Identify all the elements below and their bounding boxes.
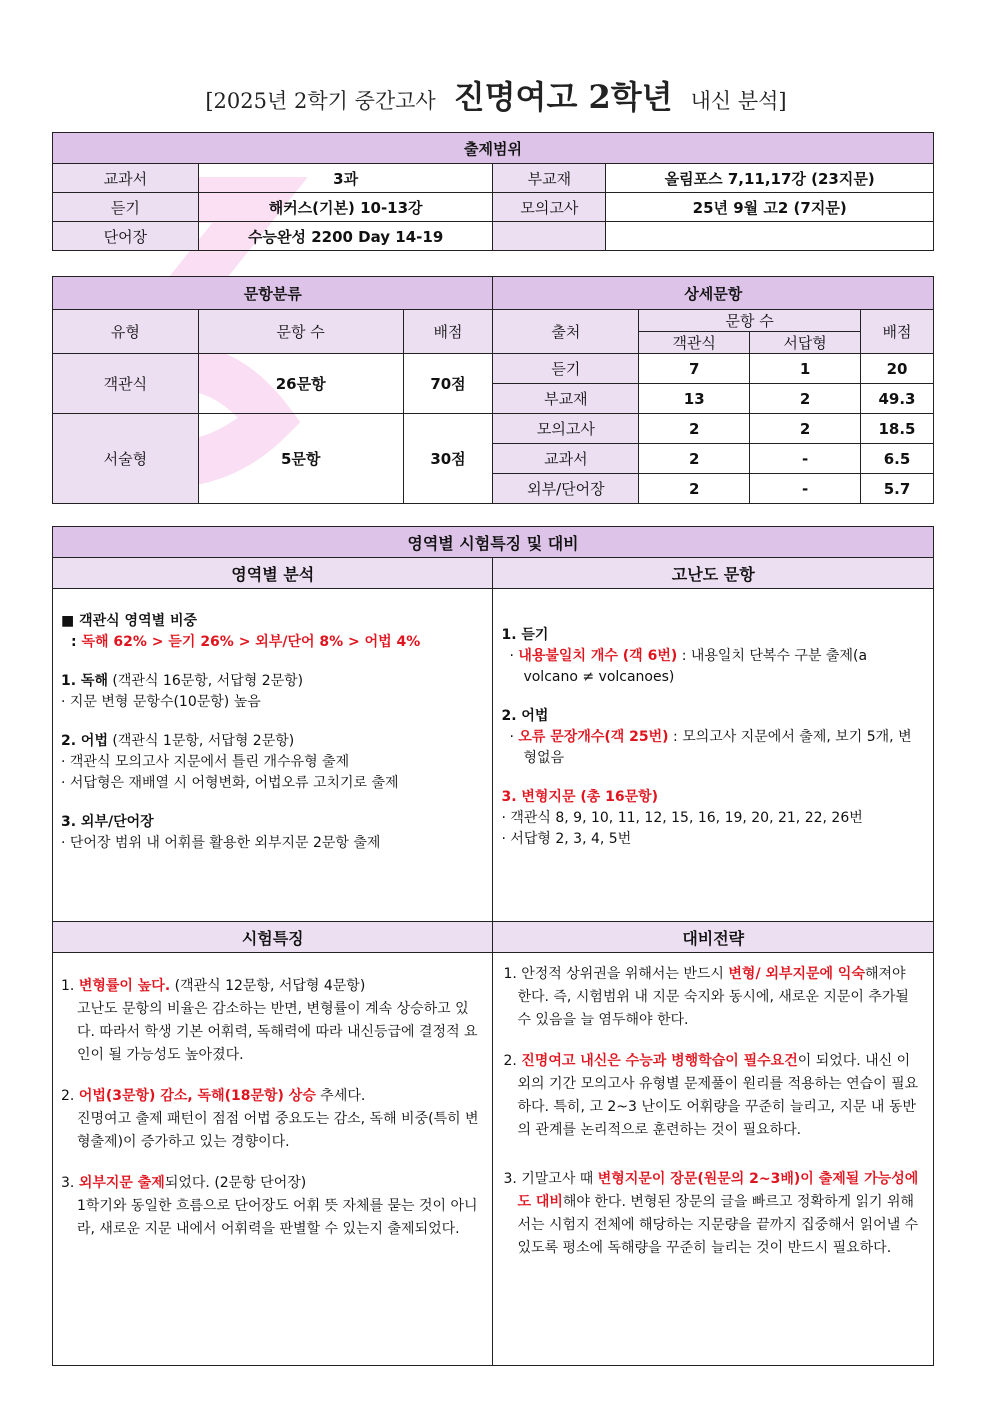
item-number: 3.	[61, 1175, 79, 1191]
type-cell: 서술형	[53, 414, 199, 504]
detail-score-cell: 6.5	[861, 444, 934, 474]
body-text: 해야 한다. 변형된 장문의 글을 빠르고 정확하게 읽기 위해서는 시험지 전체에 해당하는 지문량을 끝까지 집중해서 읽어낼 수 있도록 평소에 독해량을 꾸준히 늘리는 것이 반드시 필요하다.	[517, 1194, 919, 1256]
scope-label: 모의고사	[493, 193, 606, 222]
hard-questions: 1. 듣기 · 내용불일치 개수 (객 6번) : 내용일치 단복수 구분 출제(a volcano ≠ volcanoes) 2. 어법 · 오류 문장개수(객 25번) : 모의고사 지문에서 출제, 보기 5개, 변형없음 3. 변형지문 (총 16문항) · 객관식 8, 9, 10, 11, 12, 15, 16, 19, 20, 21, 22, 26번 · 서답형 2, 3, 4, 5번	[493, 589, 934, 922]
body-text: 추세다.	[315, 1088, 366, 1104]
highlight-text: 어법(3문항) 감소, 독해(18문항) 상승	[78, 1088, 316, 1104]
score-cell: 30점	[403, 414, 493, 504]
highlight-text: 변형/ 외부지문에 익숙	[728, 966, 865, 982]
body-text: : 모의고사 지문에서 출제, 보기 5개, 변형없음	[523, 729, 912, 766]
area-analysis	[53, 589, 493, 922]
col-count: 문항 수	[198, 310, 403, 354]
highlight-text: 내용불일치 개수 (객 6번)	[518, 648, 678, 664]
sub-cell: -	[750, 474, 861, 504]
scope-row	[53, 193, 934, 222]
scope-label: 단어장	[53, 222, 199, 251]
highlight-text: 변형지문이 장문(원문의 2~3배)이 출제될 가능성에도 대비	[517, 1171, 919, 1210]
scope-value: 해커스(기본) 10-13강	[198, 193, 493, 222]
col-score: 배점	[403, 310, 493, 354]
scope-header: 출제범위	[53, 133, 934, 164]
scope-row	[53, 164, 934, 193]
body-text: 3. 기말고사 때	[503, 1171, 598, 1187]
col-detail-count: 문항 수	[639, 310, 861, 332]
col-subjective: 서답형	[750, 332, 861, 354]
section-title: 2. 어법	[501, 708, 549, 724]
ratio-title: ■ 객관식 영역별 비중	[61, 613, 198, 629]
scope-value: 올림포스 7,11,17강 (23지문)	[606, 164, 934, 193]
detail-score-cell: 18.5	[861, 414, 934, 444]
count-cell: 5문항	[198, 414, 403, 504]
obj-cell: 2	[639, 444, 750, 474]
section-title: 1. 듣기	[501, 627, 549, 643]
count-cell: 26문항	[198, 354, 403, 414]
ratio-value: 독해 62% > 듣기 26% > 외부/단어 8% > 어법 4%	[81, 634, 421, 650]
body-text: 이 되었다. 내신 이외의 기간 모의고사 유형별 문제풀이 원리를 적용하는 연습이 필요하다. 특히, 고 2~3 난이도 어휘량을 꾸준히 늘리고, 지문 내 동반의 관계를 논리적으로 훈련하는 것이 필요하다.	[517, 1053, 919, 1138]
col-source: 출처	[493, 310, 639, 354]
body-text: (객관식 12문항, 서답형 4문항)	[170, 978, 366, 994]
paragraph: 진명여고 출제 패턴이 점점 어법 중요도는 감소, 독해 비중(특히 변형출제)이 증가하고 있는 경향이다.	[77, 1111, 479, 1150]
item-number: 1.	[61, 978, 79, 994]
obj-cell: 2	[639, 474, 750, 504]
area-header: 영역별 분석	[53, 558, 493, 589]
source-cell: 외부/단어장	[493, 474, 639, 504]
body-text: 2.	[503, 1053, 522, 1069]
highlight-text: 외부지문 출제	[78, 1175, 165, 1191]
section-title: 3. 변형지문 (총 16문항)	[501, 789, 659, 805]
bullet-item: · 단어장 범위 내 어휘를 활용한 외부지문 2문항 출제	[61, 835, 381, 851]
scope-label: 교과서	[53, 164, 199, 193]
scope-row	[53, 222, 934, 251]
section-note: (객관식 16문항, 서답형 2문항)	[107, 673, 304, 689]
detail-score-cell: 5.7	[861, 474, 934, 504]
strategy	[493, 953, 934, 1366]
title-prefix: [2025년 2학기 중간고사	[205, 89, 436, 113]
detail-header: 상세문항	[493, 277, 934, 310]
body-text: 해져야 한다. 즉, 시험범위 내 지문 숙지와 동시에, 새로운 지문이 추가될 수 있음을 늘 염두해야 한다.	[517, 966, 909, 1028]
scope-label: 부교재	[493, 164, 606, 193]
highlight-text: 진명여고 내신은 수능과 병행학습이 필수요건	[521, 1053, 798, 1069]
section-title: 1. 독해	[61, 673, 108, 689]
source-cell: 부교재	[493, 384, 639, 414]
features-header: 영역별 시험특징 및 대비	[53, 527, 934, 558]
score-cell: 70점	[403, 354, 493, 414]
highlight-text: 오류 문장개수(객 25번)	[518, 729, 669, 745]
features-table	[52, 526, 934, 1366]
title-suffix: 내신 분석]	[690, 89, 787, 113]
page-title	[0, 72, 992, 118]
scope-value	[606, 222, 934, 251]
ratio-prefix: :	[71, 634, 82, 650]
obj-cell: 13	[639, 384, 750, 414]
highlight-text: 변형률이 높다.	[78, 978, 171, 994]
detail-score-cell: 49.3	[861, 384, 934, 414]
hard-header: 고난도 문항	[493, 558, 934, 589]
scope-value: 3과	[198, 164, 493, 193]
sub-cell: 2	[750, 384, 861, 414]
scope-label: 듣기	[53, 193, 199, 222]
section-title: 2. 어법	[61, 733, 108, 749]
strategy-header: 대비전략	[493, 922, 934, 953]
table-row	[53, 354, 934, 384]
sub-cell: 2	[750, 414, 861, 444]
sub-cell: 1	[750, 354, 861, 384]
bullet-item: · 객관식 8, 9, 10, 11, 12, 15, 16, 19, 20, 21, 22, 26번	[501, 810, 863, 826]
bullet-item: · 객관식 모의고사 지문에서 틀린 개수유형 출제	[61, 754, 350, 770]
paragraph: 1학기와 동일한 흐름으로 단어장도 어휘 뜻 자체를 묻는 것이 아니라, 새로운 지문 내에서 어휘력을 판별할 수 있는지 출제되었다.	[77, 1198, 478, 1237]
body-text: : 내용일치 단복수 구분 출제(a volcano ≠ volcanoes)	[523, 648, 868, 685]
title-main: 진명여고 2학년	[453, 78, 673, 116]
source-cell: 듣기	[493, 354, 639, 384]
body-text: 되었다. (2문항 단어장)	[164, 1175, 307, 1191]
col-type: 유형	[53, 310, 199, 354]
section-note: (객관식 1문항, 서답형 2문항)	[107, 733, 295, 749]
section-title: 3. 외부/단어장	[61, 814, 154, 830]
detail-score-cell: 20	[861, 354, 934, 384]
bullet-item: · 지문 변형 문항수(10문항) 높음	[61, 694, 261, 710]
bullet-item: · 서답형은 재배열 시 어형변화, 어법오류 고치기로 출제	[61, 775, 399, 791]
item-number: 2.	[61, 1088, 79, 1104]
scope-label	[493, 222, 606, 251]
type-cell: 객관식	[53, 354, 199, 414]
source-cell: 교과서	[493, 444, 639, 474]
scope-table	[52, 132, 934, 251]
classify-header: 문항분류	[53, 277, 493, 310]
body-text: 1. 안정적 상위권을 위해서는 반드시	[503, 966, 729, 982]
obj-cell: 2	[639, 414, 750, 444]
exam-header: 시험특징	[53, 922, 493, 953]
scope-value: 수능완성 2200 Day 14-19	[198, 222, 493, 251]
table-row	[53, 414, 934, 444]
sub-cell: -	[750, 444, 861, 474]
col-objective: 객관식	[639, 332, 750, 354]
bullet-item: · 서답형 2, 3, 4, 5번	[501, 831, 632, 847]
scope-value: 25년 9월 고2 (7지문)	[606, 193, 934, 222]
exam-features	[53, 953, 493, 1366]
source-cell: 모의고사	[493, 414, 639, 444]
col-detail-score: 배점	[861, 310, 934, 354]
obj-cell: 7	[639, 354, 750, 384]
classification-table	[52, 276, 934, 504]
paragraph: 고난도 문항의 비율은 감소하는 반면, 변형률이 계속 상승하고 있다. 따라서 학생 기본 어휘력, 독해력에 따라 내신등급에 결정적 요인이 될 가능성도 높아졌다.	[77, 1001, 478, 1063]
